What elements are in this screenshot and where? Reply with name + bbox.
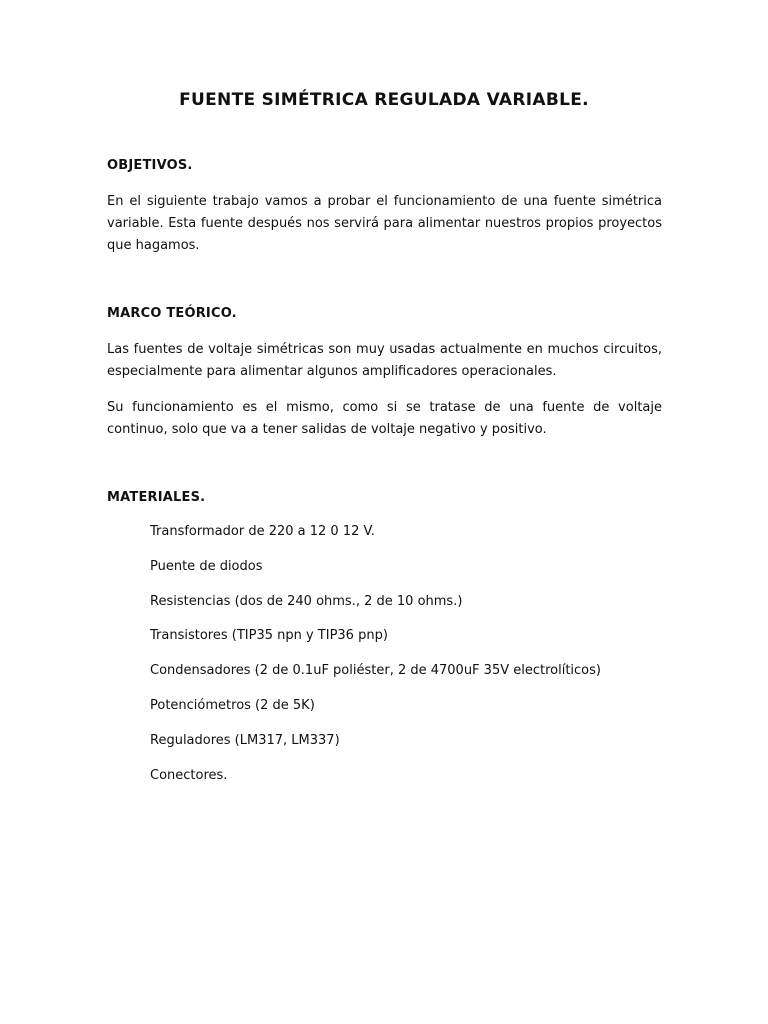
materials-list [150, 521, 601, 799]
list-item: Puente de diodos [150, 558, 263, 574]
list-item: Reguladores (LM317, LM337) [150, 732, 340, 748]
list-item: Potenciómetros (2 de 5K) [150, 697, 315, 713]
list-item: Transformador de 220 a 12 0 12 V. [150, 524, 375, 539]
list-item: Transistores (TIP35 npn y TIP36 pnp) [150, 628, 388, 644]
marco-paragraph-1: Las fuentes de voltaje simétricas son muy usadas actualmente en muchos circuitos, especialmente para alimentar algunos amplificadores operacionales. [107, 342, 662, 379]
section-heading-marco-teorico: MARCO TEÓRICO. [107, 306, 237, 321]
list-item: Condensadores (2 de 0.1uF poliéster, 2 de 4700uF 35V electrolíticos) [150, 663, 601, 679]
marco-paragraph-2: Su funcionamiento es el mismo, como si se tratase de una fuente de voltaje continuo, solo que va a tener salidas de voltaje negativo y positivo. [107, 400, 662, 437]
list-item: Conectores. [150, 767, 228, 783]
section-heading-objetivos: OBJETIVOS. [107, 158, 193, 173]
objetivos-paragraph: En el siguiente trabajo vamos a probar el funcionamiento de una fuente simétrica variable. Esta fuente después nos servirá para alimentar nuestros propios proyectos que hagamos. [107, 194, 662, 253]
list-item: Resistencias (dos de 240 ohms., 2 de 10 ohms.) [150, 593, 463, 609]
section-heading-materiales: MATERIALES. [107, 490, 206, 505]
document-title: FUENTE SIMÉTRICA REGULADA VARIABLE. [179, 90, 589, 110]
